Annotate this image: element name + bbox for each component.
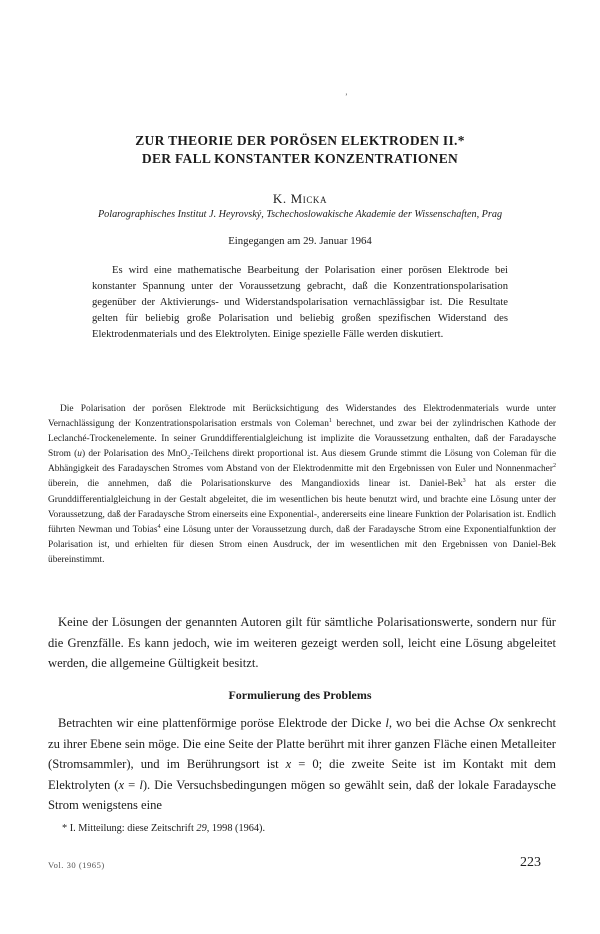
intro-text: überein, die annehmen, daß die Polarisationskurve des Mangandioxids linear ist. Daniel-Bek xyxy=(48,479,463,490)
footnote-text: , 1998 (1964). xyxy=(206,823,266,834)
author-initial: K. xyxy=(272,191,291,206)
footnote-volume: 29 xyxy=(196,823,207,834)
variable-x: x xyxy=(118,777,125,792)
affiliation: Polarographisches Institut J. Heyrovský, Tschechoslowakische Akademie der Wissenschaften, Prag xyxy=(97,209,503,220)
reference-4: 4 xyxy=(157,523,161,530)
reference-3: 3 xyxy=(462,478,466,485)
body-text: Betrachten wir eine plattenförmige poröse Elektrode der Dicke xyxy=(58,716,386,730)
intro-text: eine Lösung unter der Voraussetzung durch, daß der Faradaysche Strom eine Exponentialfunktion der Polarisation ist, und erhielten für diesen Strom einen Ausdruck, der im wesentlichen mit den Ergebnissen von Daniel-Bek übereinstimmt. xyxy=(48,524,556,565)
footnote-mark: * xyxy=(62,823,70,834)
variable-x: x xyxy=(285,757,292,771)
intro-text: ) der Polarisation des MnO xyxy=(81,449,188,460)
paper-title-line-2: DER FALL KONSTANTER KONZENTRATIONEN xyxy=(141,151,459,166)
page-number: 223 xyxy=(520,855,541,870)
received-date: Eingegangen am 29. Januar 1964 xyxy=(228,235,372,247)
body-text: senkrecht zu ihrer Ebene sein möge. Die eine Seite der Platte berührt mit ihrer ganzen Fläche einen Metalleiter (Stromsammler), und im Berührungsort ist xyxy=(48,716,556,771)
body-paragraph-3 xyxy=(48,713,556,816)
intro-text: hat als erster die Grunddifferentialgleichung in der Gestalt abgeleitet, die im wesentlichen bis heute benutzt wird, und brachte eine Lösung unter der Voraussetzung, daß der Faradaysche Strom einerseits eine Exponential-, andererseits eine lineare Funktion der Polarisation ist. Endlich führten Newman und Tobias xyxy=(48,479,556,535)
reference-2: 2 xyxy=(552,463,556,470)
body-text: = 0; die zweite Seite ist im Kontakt mit dem Elektrolyten ( xyxy=(48,757,556,792)
variable-l: l xyxy=(139,777,143,792)
axis-ox: Ox xyxy=(489,716,504,730)
variable-l: l xyxy=(385,716,389,730)
abstract: Es wird eine mathematische Bearbeitung der Polarisation einer porösen Elektrode bei konstanter Spannung unter der Voraussetzung gebracht, daß die Konzentrationspolarisation gegenüber der Aktivierungs- und Widerstandspolarisation vernachlässigbar ist. Die Resultate gelten für beliebig große Polarisation und beliebig großen spezifischen Widerstand des Elektrodenmaterials und des Elektrolyten. Einige spezielle Fälle werden diskutiert. xyxy=(92,265,508,340)
body-text: = xyxy=(124,777,140,792)
subscript-2: 2 xyxy=(187,455,191,462)
intro-text: berechnet, und zwar bei der zylindrischen Kathode der Leclanché-Trockenelemente. In seiner Grunddifferentialgleichung ist implizite die Voraussetzung enthalten, daß der Faradaysche Strom ( xyxy=(48,419,556,460)
author-surname: Micka xyxy=(290,191,328,206)
paper-title-line-1: ZUR THEORIE DER PORÖSEN ELEKTRODEN II.* xyxy=(135,133,465,148)
footnote-text: I. Mitteilung: diese Zeitschrift xyxy=(69,823,197,834)
reference-1: 1 xyxy=(328,417,332,424)
author xyxy=(40,191,560,207)
body-text: ). Die Versuchsbedingungen mögen so gewählt sein, daß der lokale Faradaysche Strom wenigstens eine xyxy=(48,777,557,812)
body-text: , wo bei die Achse xyxy=(388,716,490,730)
body-paragraph-2: Keine der Lösungen der genannten Autoren gilt für sämtliche Polarisationswerte, sondern nur für die Grenzfälle. Es kann jedoch, wie im weiteren gezeigt werden soll, leicht eine Lösung abgeleitet werden, die allgemeine Gültigkeit besitzt. xyxy=(48,615,556,670)
section-heading: Formulierung des Problems xyxy=(228,688,372,702)
intro-paragraph xyxy=(48,402,556,568)
scan-mark: ’ xyxy=(345,92,348,101)
intro-text: Die Polarisation der porösen Elektrode mit Berücksichtigung des Widerstandes des Elektrodenmaterials wurde unter Vernachlässigung der Konzentrationspolarisation erstmals von Coleman xyxy=(48,404,556,430)
variable-u: u xyxy=(77,449,82,460)
journal-reference: Vol. 30 (1965) xyxy=(48,860,105,870)
intro-text: -Teilchens direkt proportional ist. Aus diesem Grunde stimmt die Lösung von Coleman für die Abhängigkeit des Faradayschen Stromes vom Abstand von der Elektrodenmitte mit den Ergebnissen von Euler und Nonnenmacher xyxy=(48,449,557,475)
footnote xyxy=(62,823,265,834)
